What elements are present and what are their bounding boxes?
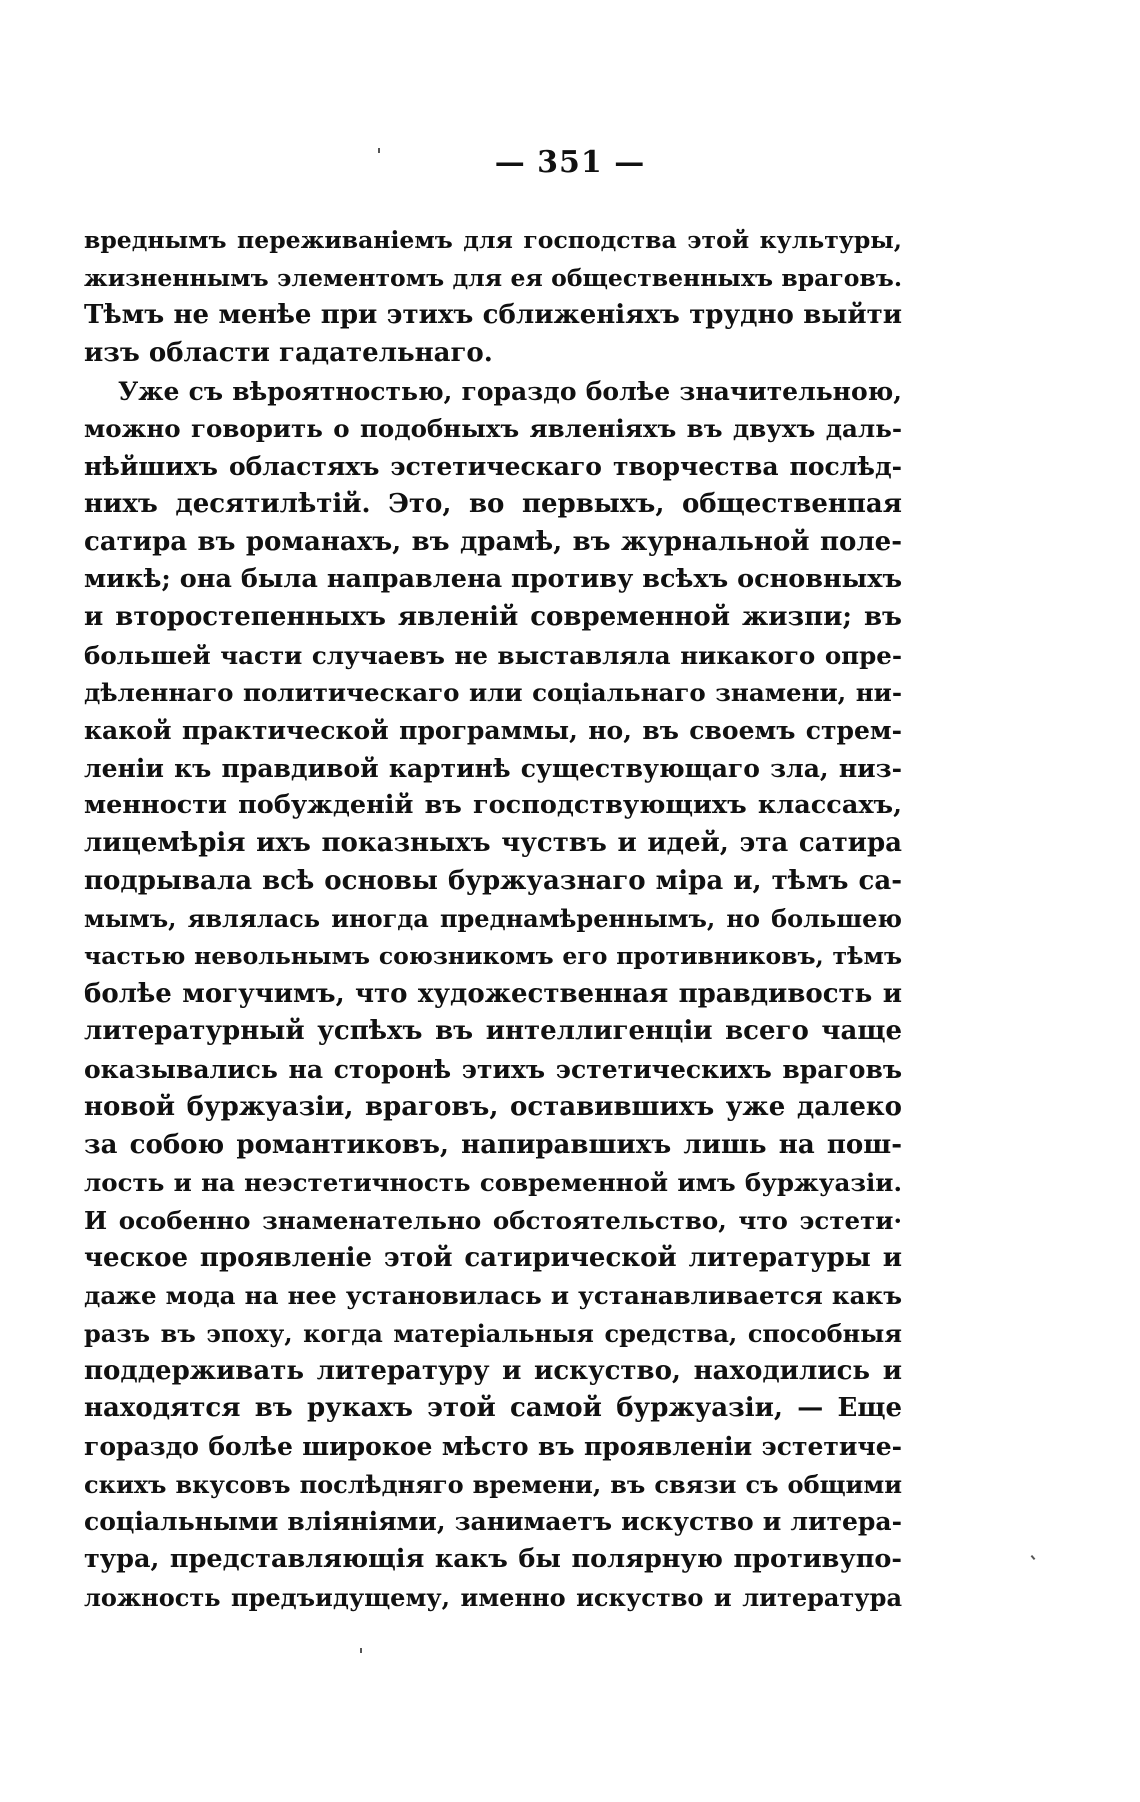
text-line: поддерживать литературу и искуство, находились и	[84, 1355, 902, 1386]
text-line: новой буржуазіи, враговъ, оставившихъ уже далеко	[84, 1091, 902, 1122]
text-line: гораздо болѣе широкое мѣсто въ проявленіи эстетиче-	[84, 1432, 902, 1461]
text-line: сатира въ романахъ, въ драмѣ, въ журнальной поле-	[84, 526, 902, 557]
text-line: дѣленнаго политическаго или соціальнаго знамени, ни-	[84, 678, 902, 708]
scan-speck	[360, 1648, 362, 1653]
text-line: ческое проявленіе этой сатирической литературы и	[84, 1242, 902, 1273]
text-line: микѣ; она была направлена противу всѣхъ основныхъ	[84, 564, 902, 595]
text-line: и второстепенныхъ явленій современной жизпи; въ	[84, 601, 902, 632]
text-line: какой практической программы, но, въ своемъ стрем-	[84, 715, 902, 745]
text-line: ложность предъидущему, именно искуство и литература	[84, 1582, 902, 1612]
text-line: большей части случаевъ не выставляла никакого опре-	[84, 640, 902, 670]
text-line: менности побужденій въ господствующихъ классахъ,	[84, 790, 902, 821]
text-line: литературный успѣхъ въ интеллигенціи всего чаще	[84, 1016, 902, 1047]
text-line: за собою романтиковъ, напиравшихъ лишь на пош-	[84, 1129, 902, 1160]
text-line: лицемѣрія ихъ показныхъ чуствъ и идей, эта сатира	[84, 828, 902, 858]
text-line: частью невольнымъ союзникомъ его противниковъ, тѣмъ	[84, 942, 902, 971]
text-line: можно говорить о подобныхъ явленіяхъ въ двухъ даль-	[84, 414, 902, 444]
text-line: подрывала всѣ основы буржуазнаго міра и, тѣмъ са-	[84, 865, 902, 896]
text-line: даже мода на нее установилась и устанавливается какъ	[84, 1281, 902, 1311]
text-line: лость и на неэстетичность современной имъ буржуазіи.	[84, 1168, 902, 1198]
text-line: нихъ десятилѣтій. Это, во первыхъ, общественпая	[84, 488, 902, 519]
text-line: разъ въ эпоху, когда матеріальныя средства, способныя	[84, 1318, 902, 1348]
text-line: скихъ вкусовъ послѣдняго времени, въ связи съ общими	[84, 1469, 902, 1499]
text-line: нѣйшихъ областяхъ эстетическаго творчества послѣд-	[84, 452, 902, 482]
text-line: леніи къ правдивой картинѣ существующаго зла, низ-	[84, 753, 902, 783]
text-line: тура, представляющія какъ бы полярную противупо-	[84, 1544, 902, 1575]
text-line: Тѣмъ не менѣе при этихъ сближеніяхъ трудно выйти	[84, 300, 902, 331]
text-line: оказывались на сторонѣ этихъ эстетическихъ враговъ	[84, 1055, 902, 1085]
text-line: находятся въ рукахъ этой самой буржуазіи, — Еще	[84, 1393, 902, 1424]
text-line: вреднымъ переживаніемъ для господства этой культуры,	[84, 226, 902, 254]
text-line: жизненнымъ элементомъ для ея общественныхъ враговъ.	[84, 263, 902, 292]
text-line: болѣе могучимъ, что художественная правдивость и	[84, 978, 902, 1009]
text-line: И особенно знаменательно обстоятельство, что эстети·	[84, 1205, 902, 1235]
scan-speck	[1031, 1555, 1036, 1560]
text-line: соціальными вліяніями, занимаетъ искуство и литера-	[84, 1507, 902, 1537]
page-number: — 351 —	[494, 145, 646, 180]
paragraph-first-line: Уже съ вѣроятностью, гораздо болѣе значительною,	[118, 376, 902, 406]
scan-speck	[378, 148, 380, 153]
body-text	[84, 222, 902, 1616]
text-line: изъ области гадательнаго.	[84, 338, 493, 369]
text-line: мымъ, являлась иногда преднамѣреннымъ, но большею	[84, 904, 902, 934]
